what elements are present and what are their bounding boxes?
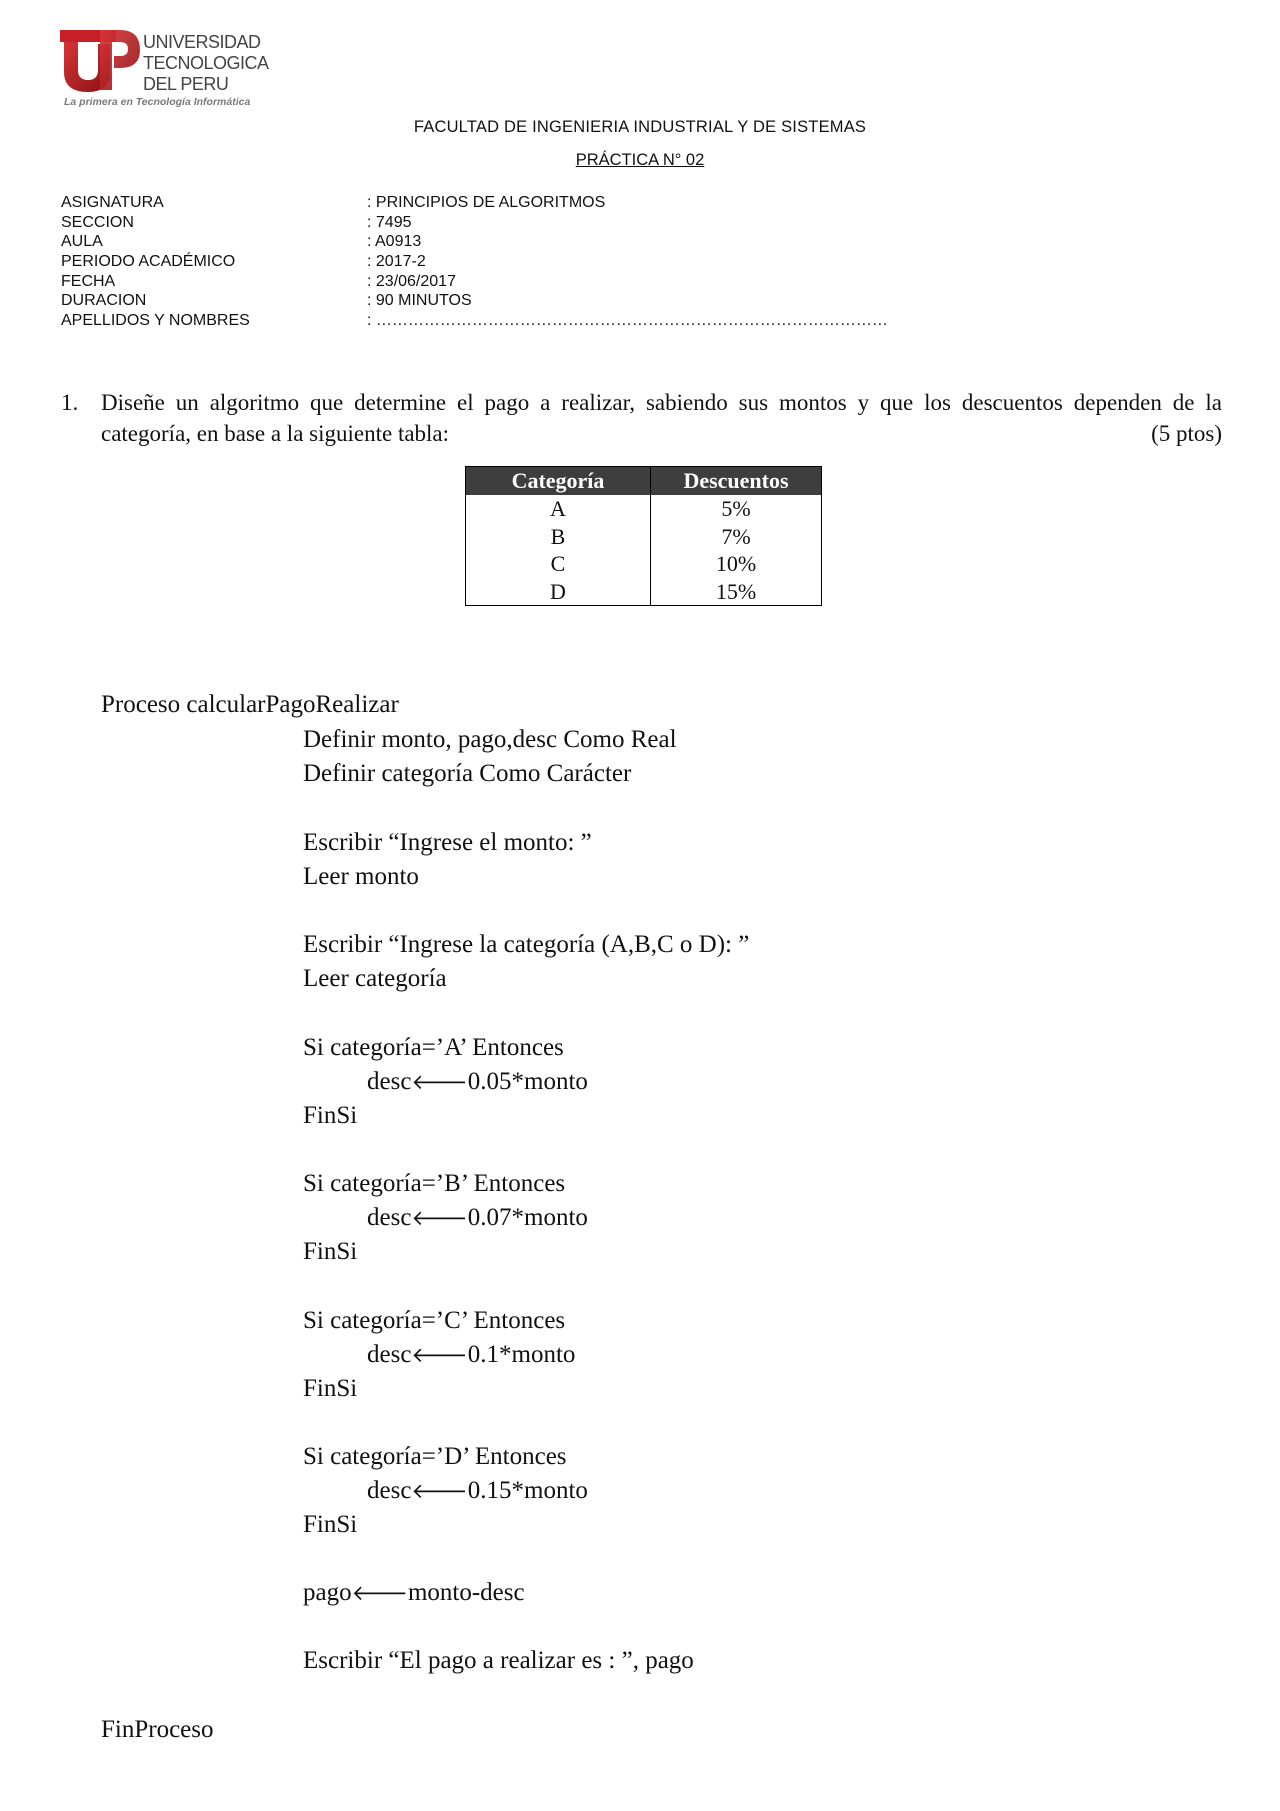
code-token: desc [367, 1068, 412, 1095]
table-row [466, 495, 822, 523]
code-token: desc [367, 1477, 412, 1504]
code-token: 0.07*monto [467, 1204, 588, 1231]
code-line: Si categoría=’C’ Entonces [303, 1307, 566, 1334]
info-value: : A0913 [367, 233, 422, 251]
table-cell: 15% [651, 578, 822, 606]
info-label: DURACION [61, 292, 147, 310]
left-arrow-icon: 🡐 [411, 1206, 468, 1230]
info-label: PERIODO ACADÉMICO [61, 253, 236, 271]
code-line: Definir categoría Como Carácter [303, 760, 632, 787]
table-header-discount: Descuentos [651, 467, 822, 496]
code-line: Si categoría=’B’ Entonces [303, 1170, 566, 1197]
info-value: : 7495 [367, 213, 412, 231]
logo-tagline: La primera en Tecnología Informática [64, 96, 251, 108]
practice-title: PRÁCTICA N° 02 [575, 151, 705, 169]
left-arrow-icon: 🡐 [411, 1343, 468, 1367]
code-line: Leer categoría [303, 965, 447, 992]
table-header-row [466, 467, 822, 496]
question-number: 1. [61, 390, 79, 415]
table-cell: D [466, 578, 651, 606]
table-cell: B [466, 523, 651, 551]
code-line [367, 1067, 588, 1097]
table-cell: A [466, 495, 651, 523]
info-label: ASIGNATURA [61, 194, 164, 211]
table-cell: 10% [651, 550, 822, 578]
table-cell: 5% [651, 495, 822, 523]
code-line [303, 1578, 525, 1608]
logo-name-line: DEL PERU [143, 74, 229, 94]
info-value: : …………………………………………………………………………………… [367, 312, 888, 330]
university-logo [60, 24, 270, 116]
code-token: desc [367, 1341, 412, 1368]
table-row [466, 578, 822, 606]
code-token: monto-desc [407, 1579, 525, 1606]
table-cell: C [466, 550, 651, 578]
code-line: Escribir “El pago a realizar es : ”, pago [303, 1647, 694, 1674]
left-arrow-icon: 🡐 [411, 1070, 468, 1094]
code-token: 0.1*monto [467, 1341, 576, 1368]
utp-logo-icon [60, 26, 142, 96]
info-label: APELLIDOS Y NOMBRES [61, 312, 250, 330]
table-row [466, 550, 822, 578]
info-value: : 23/06/2017 [367, 272, 456, 290]
code-line [367, 1203, 588, 1233]
code-line: Escribir “Ingrese el monto: ” [303, 829, 592, 856]
code-line: FinSi [303, 1238, 358, 1265]
discount-table [465, 466, 822, 606]
code-line: FinSi [303, 1102, 358, 1129]
logo-name-line: UNIVERSIDAD [143, 32, 261, 52]
logo-name-line: TECNOLOGICA [143, 53, 269, 73]
info-label: FECHA [61, 272, 116, 290]
code-line [367, 1476, 588, 1506]
table-cell: 7% [651, 523, 822, 551]
table-header-category: Categoría [466, 467, 651, 496]
code-line: Definir monto, pago,desc Como Real [303, 726, 677, 753]
info-value: : 2017-2 [367, 253, 426, 271]
code-line: Si categoría=’D’ Entonces [303, 1443, 567, 1470]
code-token: 0.15*monto [467, 1477, 588, 1504]
code-line: FinProceso [101, 1716, 214, 1743]
question-points: (5 ptos) [1151, 421, 1222, 446]
question-text: Diseñe un algoritmo que determine el pago a realizar, sabiendo sus montos y que los descuentos dependen de la categoría, en base a la siguiente tabla: [101, 390, 1222, 446]
code-line: FinSi [303, 1375, 358, 1402]
code-line [367, 1340, 575, 1370]
info-value: : 90 MINUTOS [367, 292, 472, 310]
table-row [466, 523, 822, 551]
code-token: 0.05*monto [467, 1068, 588, 1095]
code-line: Proceso calcularPagoRealizar [101, 691, 399, 718]
info-value: : PRINCIPIOS DE ALGORITMOS [367, 194, 606, 211]
info-label: SECCION [61, 213, 134, 231]
left-arrow-icon: 🡐 [351, 1581, 408, 1605]
left-arrow-icon: 🡐 [411, 1479, 468, 1503]
faculty-title: FACULTAD DE INGENIERIA INDUSTRIAL Y DE SISTEMAS [413, 118, 867, 136]
info-label: AULA [61, 233, 103, 251]
code-token: pago [303, 1579, 352, 1606]
code-line: Leer monto [303, 863, 419, 890]
code-token: desc [367, 1204, 412, 1231]
code-line: FinSi [303, 1511, 358, 1538]
code-line: Escribir “Ingrese la categoría (A,B,C o D): ” [303, 931, 750, 958]
code-line: Si categoría=’A’ Entonces [303, 1034, 564, 1061]
